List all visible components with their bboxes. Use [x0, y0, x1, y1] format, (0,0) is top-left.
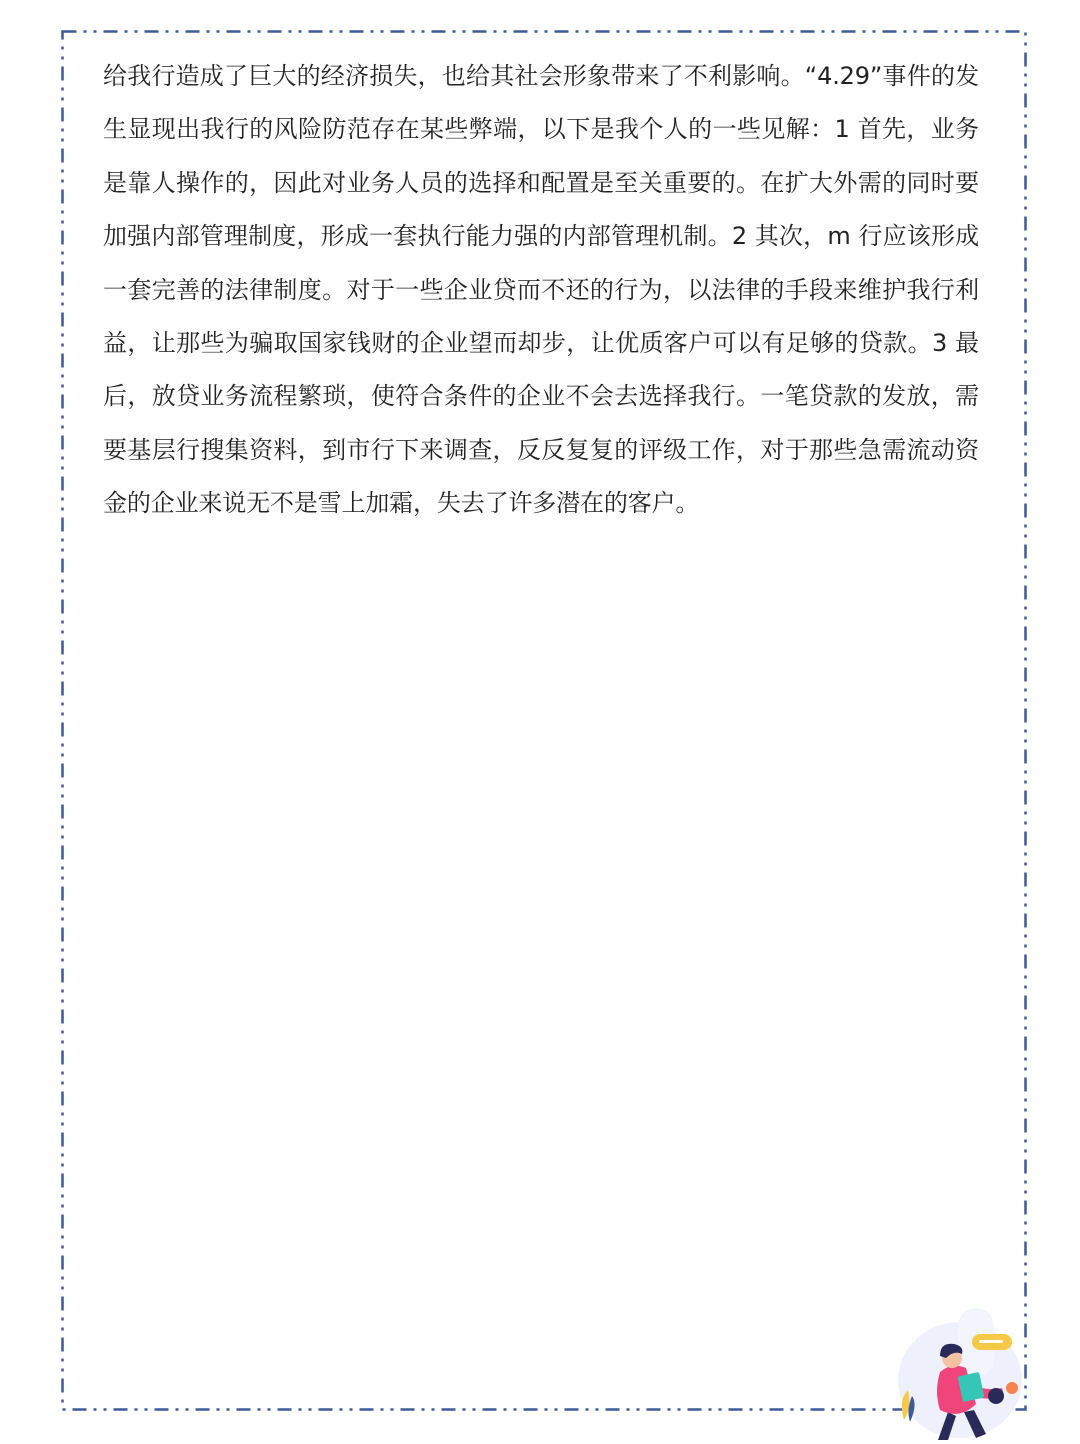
document-body-text: 给我行造成了巨大的经济损失，也给其社会形象带来了不利影响。“4.29”事件的发生显现出我行的风险防范存在某些弊端，以下是我个人的一些见解：1 首先，业务是靠人操作的，因此对业务人员的选择和配置是至关重要的。在扩大外需的同时要加强内部管理制度，形成一套执行能力强的内部管理机制。2 其次，m 行应该形成一套完善的法律制度。对于一些企业贷而不还的行为，以法律的手段来维护我行利益，让那些为骗取国家钱财的企业望而却步，让优质客户可以有足够的贷款。3 最后，放贷业务流程繁琐，使符合条件的企业不会去选择我行。一笔贷款的发放，需要基层行搜集资料，到市行下来调查，反反复复的评级工作，对于那些急需流动资金的企业来说无不是雪上加霜，失去了许多潜在的客户。: [103, 62, 979, 518]
person-reading-icon: [890, 1300, 1040, 1440]
person-reading-illustration: [890, 1300, 1040, 1440]
